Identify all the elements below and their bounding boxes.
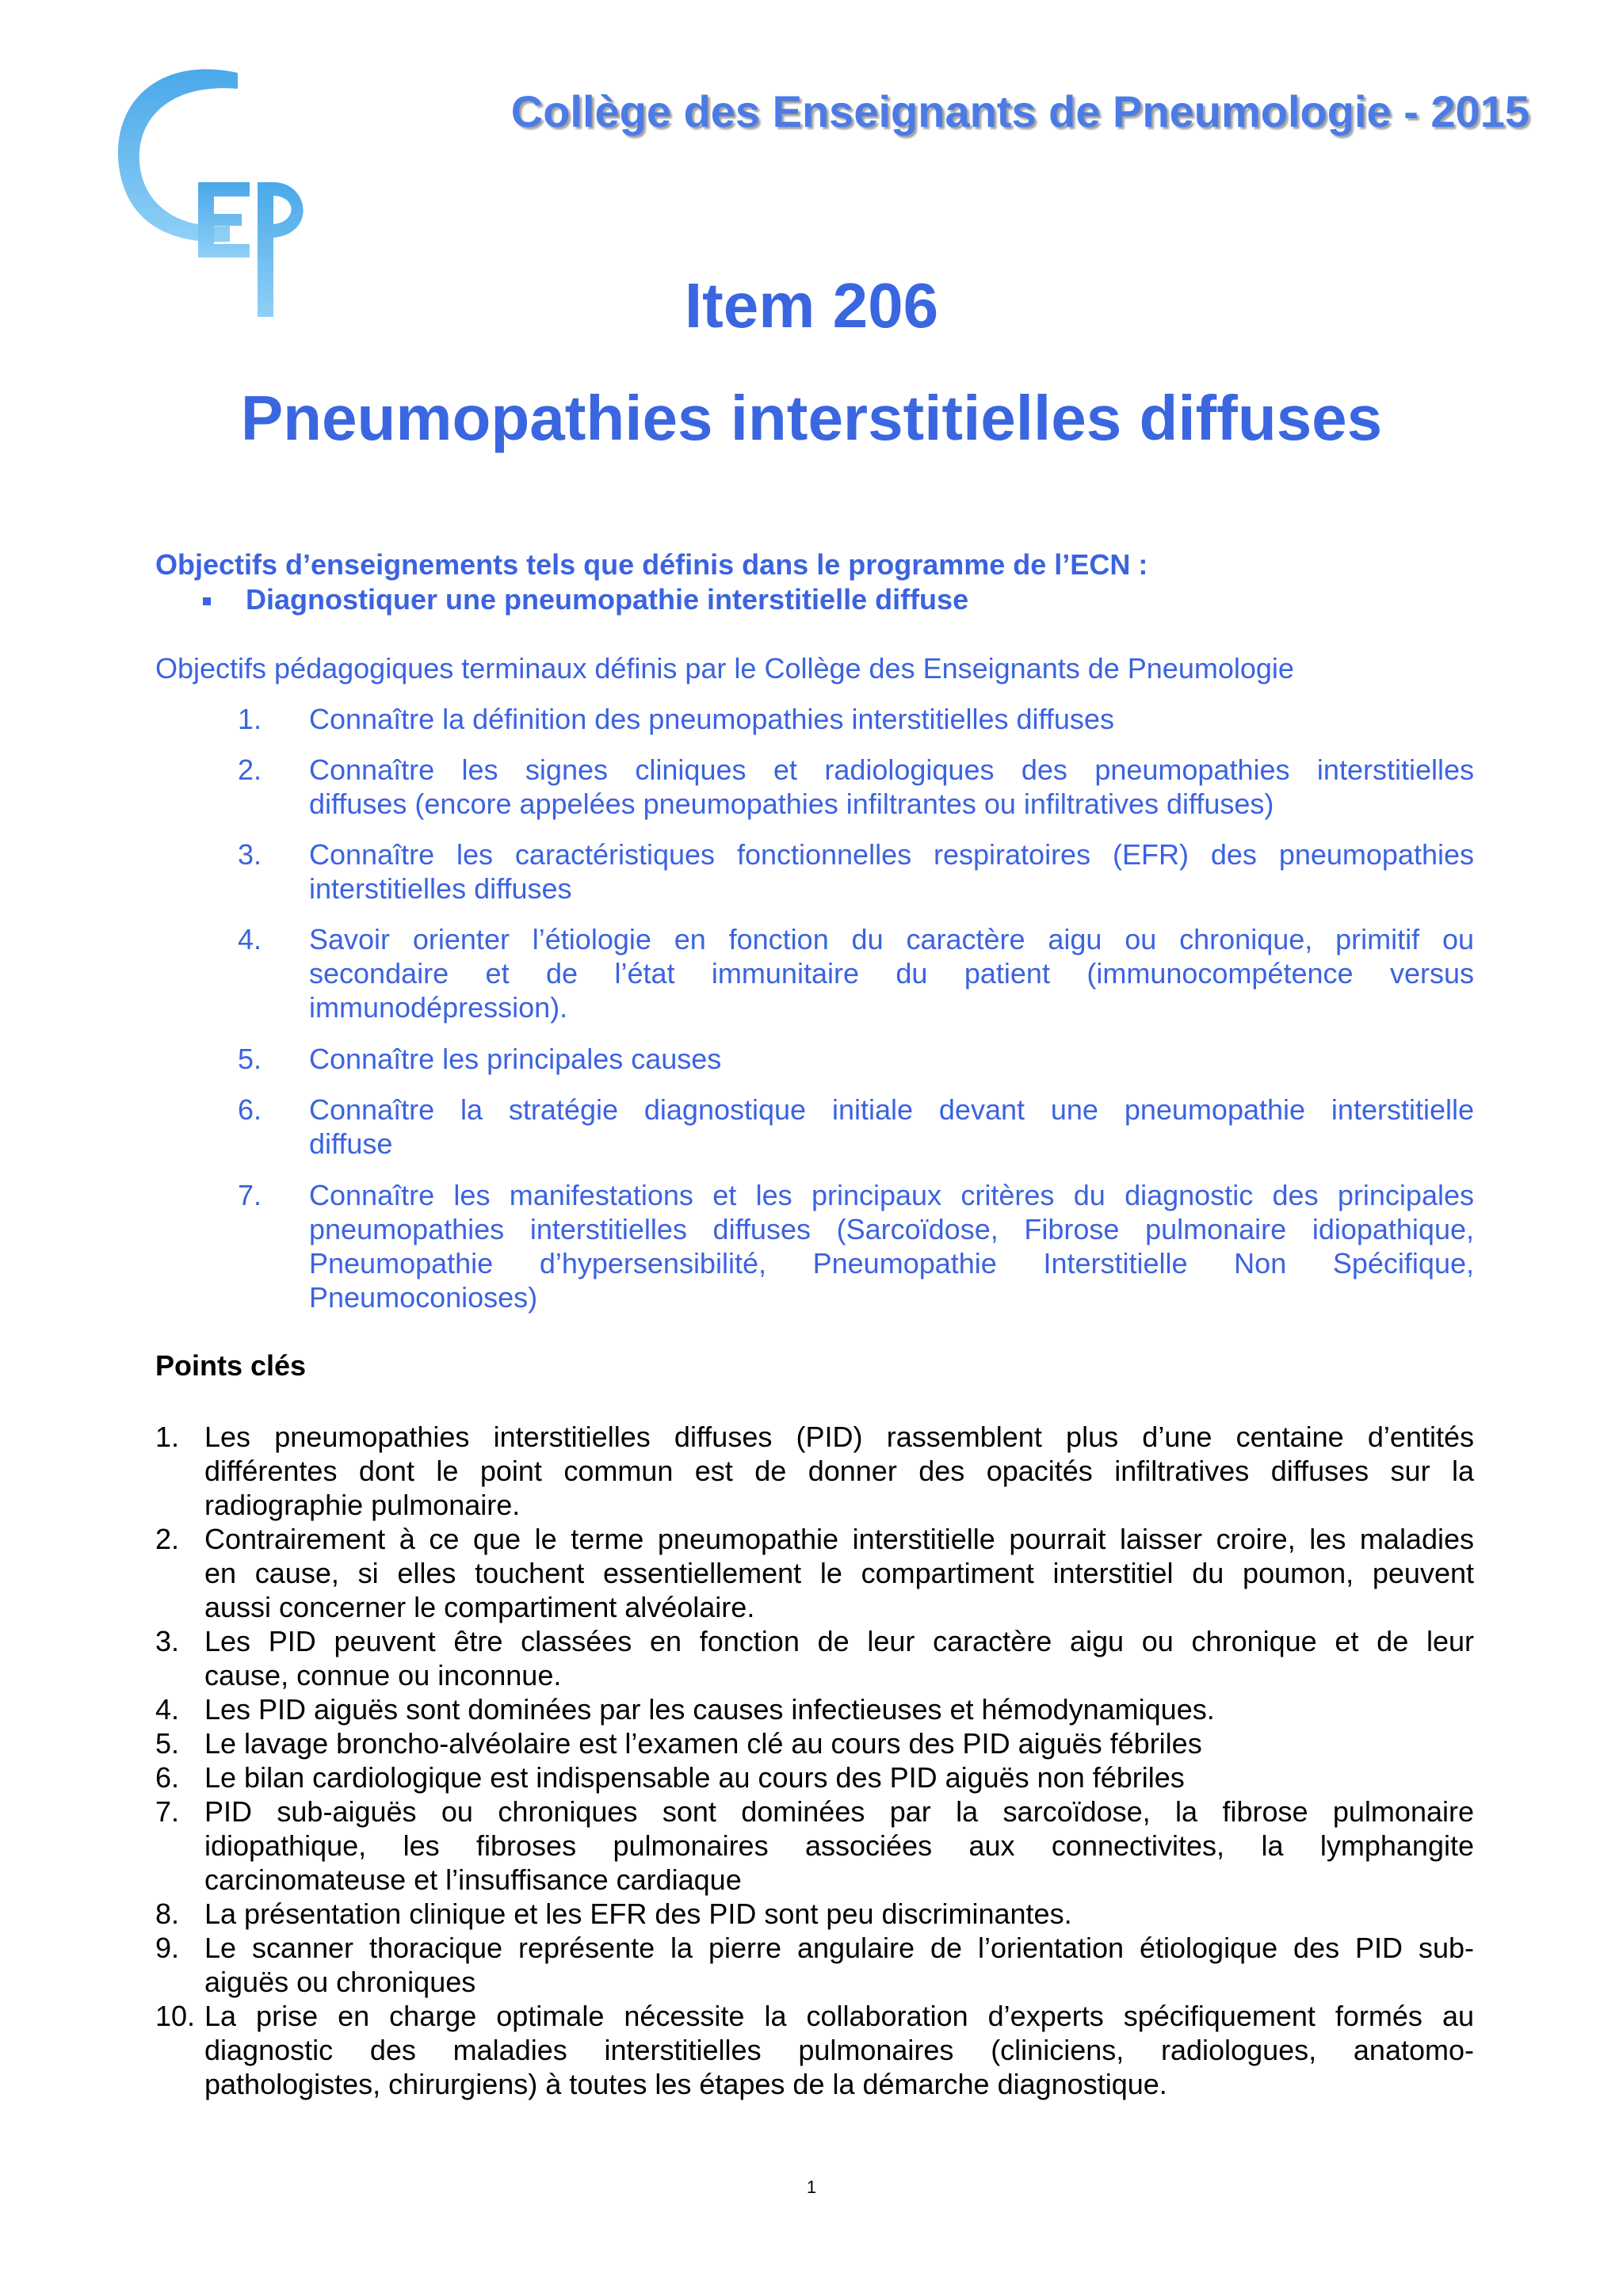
key-point-line: Le scanner thoracique représente la pierre angulaire de l’orientation étiologique des PID sub- bbox=[204, 1932, 1474, 1964]
key-point-line: La présentation clinique et les EFR des PID sont peu discriminantes. bbox=[204, 1897, 1072, 1930]
objectif-number: 3. bbox=[238, 838, 262, 871]
item-title: Item 206 bbox=[684, 270, 939, 341]
key-point-number: 1. bbox=[155, 1421, 180, 1453]
key-point-line: diagnostic des maladies interstitielles pulmonaires (cliniciens, radiologues, anatomo- bbox=[204, 2034, 1474, 2066]
key-point-line: Les PID peuvent être classées en fonction de leur caractère aigu ou chronique et de leur bbox=[204, 1625, 1474, 1657]
objectif-line: diffuses (encore appelées pneumopathies infiltrantes ou infiltratives diffuses) bbox=[309, 788, 1274, 820]
key-point-line: PID sub-aiguës ou chroniques sont dominées par la sarcoïdose, la fibrose pulmonaire bbox=[204, 1795, 1474, 1828]
objectif-line: Connaître la définition des pneumopathies interstitielles diffuses bbox=[309, 703, 1114, 735]
key-point-number: 2. bbox=[155, 1523, 180, 1555]
key-point-line: cause, connue ou inconnue. bbox=[204, 1659, 562, 1691]
objectif-line: Savoir orienter l’étiologie en fonction du caractère aigu ou chronique, primitif ou bbox=[309, 923, 1474, 955]
key-point-line: carcinomateuse et l’insuffisance cardiaque bbox=[204, 1863, 742, 1896]
key-point-line: La prise en charge optimale nécessite la collaboration d’experts spécifiquement formés au bbox=[204, 2000, 1474, 2032]
objectif-line: pneumopathies interstitielles diffuses (Sarcoïdose, Fibrose pulmonaire idiopathique, bbox=[309, 1213, 1474, 1245]
key-point-number: 8. bbox=[155, 1897, 180, 1930]
key-point-line: radiographie pulmonaire. bbox=[204, 1489, 521, 1521]
key-point-number: 6. bbox=[155, 1761, 180, 1794]
page-title: Pneumopathies interstitielles diffuses bbox=[240, 383, 1383, 453]
objectifs-ecn-heading: Objectifs d’enseignements tels que définis dans le programme de l’ECN : bbox=[155, 548, 1148, 581]
page-number: 1 bbox=[806, 2177, 817, 2197]
key-point-line: idiopathique, les fibroses pulmonaires associées aux connectivites, la lymphangite bbox=[204, 1829, 1474, 1862]
objectif-line: interstitielles diffuses bbox=[309, 872, 572, 905]
objectif-line: Connaître les principales causes bbox=[309, 1043, 722, 1075]
key-point-number: 3. bbox=[155, 1625, 180, 1657]
objectif-number: 4. bbox=[238, 923, 262, 955]
key-point-line: aiguës ou chroniques bbox=[204, 1966, 476, 1998]
key-point-number: 4. bbox=[155, 1693, 180, 1726]
objectifs-ped-heading: Objectifs pédagogiques terminaux définis par le Collège des Enseignants de Pneumologie bbox=[155, 652, 1294, 685]
objectif-number: 6. bbox=[238, 1093, 262, 1126]
objectif-number: 2. bbox=[238, 753, 262, 786]
objectif-line: Connaître les manifestations et les principaux critères du diagnostic des principales bbox=[309, 1179, 1474, 1211]
objectif-line: secondaire et de l’état immunitaire du patient (immunocompétence versus bbox=[309, 957, 1474, 990]
key-point-number: 10. bbox=[155, 2000, 196, 2032]
points-cles-heading: Points clés bbox=[155, 1349, 307, 1382]
key-point-number: 5. bbox=[155, 1727, 180, 1760]
key-point-line: Le bilan cardiologique est indispensable au cours des PID aiguës non fébriles bbox=[204, 1761, 1185, 1794]
logo-letters: CEP bbox=[111, 63, 113, 64]
objectif-line: immunodépression). bbox=[309, 991, 568, 1024]
square-bullet-icon bbox=[203, 597, 211, 605]
objectif-line: Connaître les caractéristiques fonctionnelles respiratoires (EFR) des pneumopathies bbox=[309, 838, 1474, 871]
objectif-line: Connaître la stratégie diagnostique initiale devant une pneumopathie interstitielle bbox=[309, 1093, 1474, 1126]
key-point-number: 9. bbox=[155, 1932, 180, 1964]
key-point-line: aussi concerner le compartiment alvéolaire. bbox=[204, 1591, 755, 1623]
objectif-line: Pneumopathie d’hypersensibilité, Pneumopathie Interstitielle Non Spécifique, bbox=[309, 1247, 1474, 1280]
objectif-number: 1. bbox=[238, 703, 262, 735]
objectif-number: 7. bbox=[238, 1179, 262, 1211]
college-title: Collège des Enseignants de Pneumologie - 2015 bbox=[510, 86, 1529, 136]
objectif-line: Pneumoconioses) bbox=[309, 1281, 538, 1314]
key-point-line: différentes dont le point commun est de donner des opacités infiltratives diffuses sur la bbox=[204, 1455, 1474, 1487]
objectif-line: diffuse bbox=[309, 1127, 393, 1160]
key-point-line: Les PID aiguës sont dominées par les causes infectieuses et hémodynamiques. bbox=[204, 1693, 1215, 1726]
key-point-line: en cause, si elles touchent essentiellement le compartiment interstitiel du poumon, peuvent bbox=[204, 1557, 1474, 1589]
objectifs-ecn-bullet-text: Diagnostiquer une pneumopathie interstitielle diffuse bbox=[246, 583, 969, 616]
objectif-number: 5. bbox=[238, 1043, 262, 1075]
objectif-line: Connaître les signes cliniques et radiologiques des pneumopathies interstitielles bbox=[309, 753, 1474, 786]
logo-e-shape bbox=[198, 182, 250, 257]
objectifs-ecn-bullet bbox=[203, 583, 968, 616]
key-point-line: Les pneumopathies interstitielles diffuses (PID) rassemblent plus d’une centaine d’entités bbox=[204, 1421, 1474, 1453]
key-point-line: Le lavage broncho-alvéolaire est l’examen clé au cours des PID aiguës fébriles bbox=[204, 1727, 1202, 1760]
key-point-line: pathologistes, chirurgiens) à toutes les étapes de la démarche diagnostique. bbox=[204, 2068, 1167, 2100]
key-point-line: Contrairement à ce que le terme pneumopathie interstitielle pourrait laisser croire, les maladies bbox=[204, 1523, 1474, 1555]
key-point-number: 7. bbox=[155, 1795, 180, 1828]
